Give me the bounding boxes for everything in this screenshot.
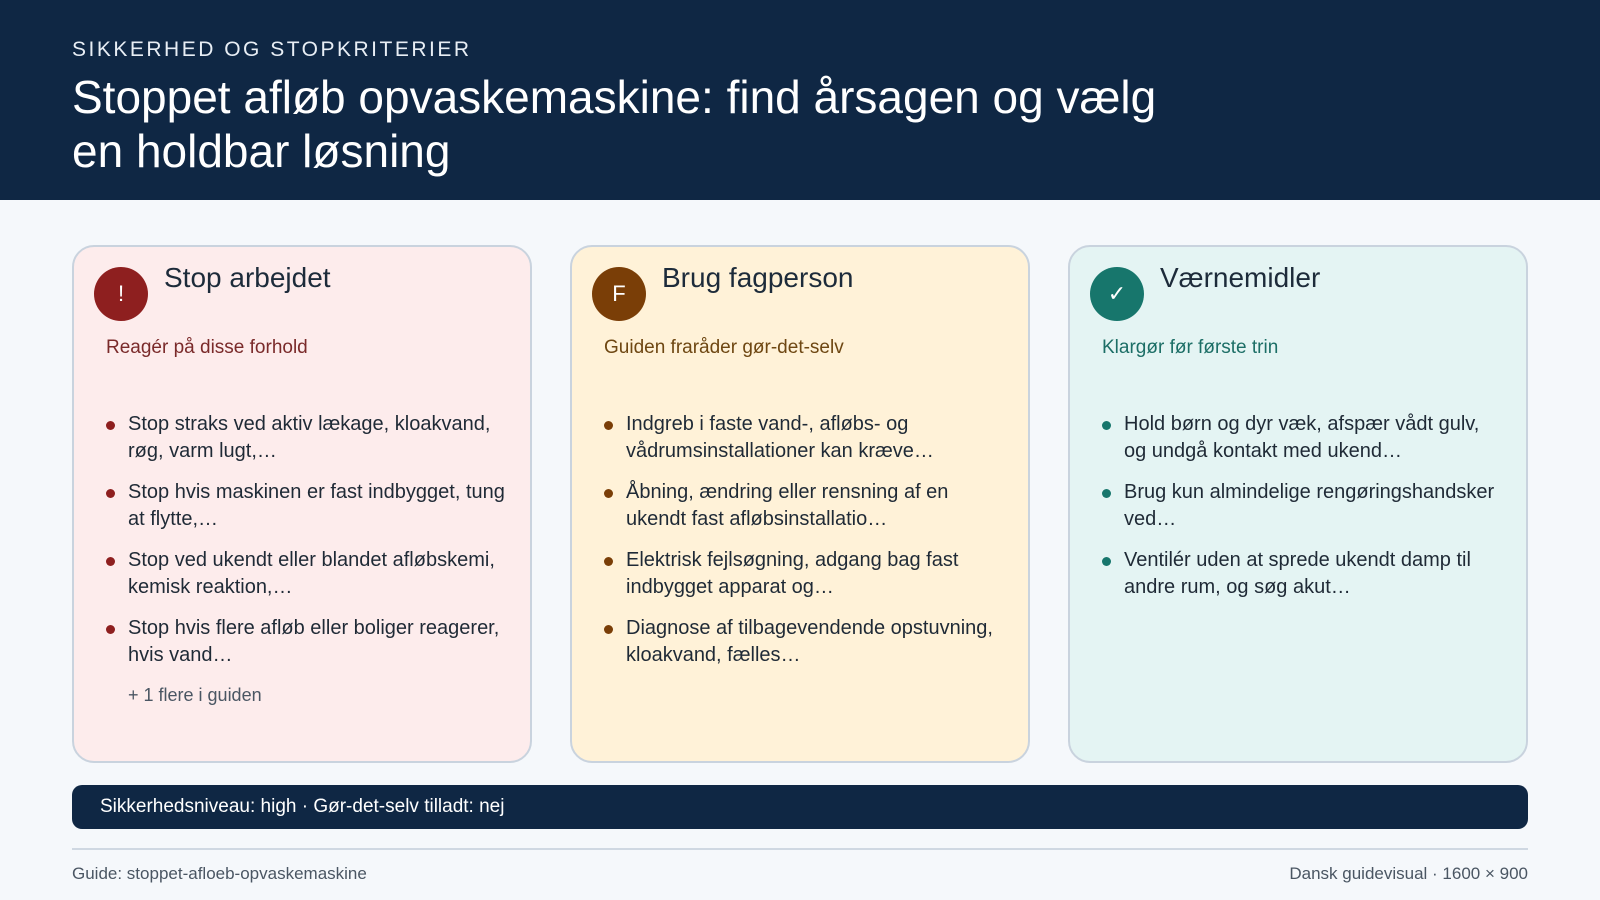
list-item — [604, 615, 1004, 669]
footer-meta: Dansk guidevisual · 1600 × 900 — [1289, 864, 1528, 883]
divider — [72, 848, 1528, 850]
bullet-icon — [604, 557, 613, 566]
list-item-text: Stop hvis maskinen er fast indbygget, tung at flytte,… — [128, 481, 505, 530]
card-subtitle: Guiden fraråder gør-det-selv — [604, 337, 844, 358]
bullet-icon — [1102, 421, 1111, 430]
bullet-icon — [1102, 557, 1111, 566]
checkmark-icon: ✓ — [1090, 267, 1144, 321]
list-item-text: Diagnose af tilbagevendende opstuvning, kloakvand, fælles… — [626, 617, 993, 666]
list-item-text: Brug kun almindelige rengøringshandsker ved… — [1124, 481, 1495, 530]
list-item-text: Stop straks ved aktiv lækage, kloakvand, røg, varm lugt,… — [128, 413, 491, 462]
list-item — [106, 547, 506, 601]
list-item — [106, 411, 506, 465]
bullet-icon — [604, 489, 613, 498]
page-title: Stoppet afløb opvaskemaskine: find årsagen og vælg en holdbar løsning — [72, 71, 1157, 177]
bullet-icon — [106, 557, 115, 566]
bullet-icon — [106, 421, 115, 430]
list-item-text: Åbning, ændring eller rensning af en ukendt fast afløbsinstallatio… — [626, 481, 949, 530]
list-item — [604, 411, 1004, 465]
card-list — [106, 411, 506, 683]
status-bar: Sikkerhedsniveau: high · Gør-det-selv tilladt: nej — [72, 785, 1528, 829]
bullet-icon — [106, 625, 115, 634]
list-item-text: Hold børn og dyr væk, afspær vådt gulv, og undgå kontakt med ukend… — [1124, 413, 1480, 462]
list-item-text: Indgreb i faste vand-, afløbs- og vådrumsinstallationer kan kræve… — [626, 413, 934, 462]
list-item-text: Stop hvis flere afløb eller boliger reagerer, hvis vand… — [128, 617, 500, 666]
eyebrow: SIKKERHED OG STOPKRITERIER — [72, 38, 472, 61]
footer-guide-slug: Guide: stoppet-afloeb-opvaskemaskine — [72, 864, 367, 883]
list-item — [604, 479, 1004, 533]
bullet-icon — [604, 625, 613, 634]
list-item — [604, 547, 1004, 601]
list-item — [1102, 479, 1502, 533]
header — [0, 0, 1600, 200]
card-title: Stop arbejdet — [164, 262, 331, 293]
list-item-text: Stop ved ukendt eller blandet afløbskemi, kemisk reaktion,… — [128, 549, 495, 598]
more-link: + 1 flere i guiden — [128, 685, 262, 705]
bullet-icon — [106, 489, 115, 498]
card-list — [604, 411, 1004, 683]
professional-icon: F — [592, 267, 646, 321]
card-list — [1102, 411, 1502, 615]
card-subtitle: Reagér på disse forhold — [106, 337, 308, 358]
list-item-text: Ventilér uden at sprede ukendt damp til andre rum, og søg akut… — [1124, 549, 1471, 598]
cards — [72, 245, 1528, 763]
card-title: Værnemidler — [1160, 262, 1321, 293]
bullet-icon — [604, 421, 613, 430]
list-item — [106, 615, 506, 669]
list-item — [1102, 411, 1502, 465]
card-protective-equipment — [1068, 245, 1528, 763]
card-title: Brug fagperson — [662, 262, 854, 293]
bullet-icon — [1102, 489, 1111, 498]
card-stop-work — [72, 245, 532, 763]
exclamation-icon: ! — [94, 267, 148, 321]
card-use-professional — [570, 245, 1030, 763]
list-item — [106, 479, 506, 533]
list-item — [1102, 547, 1502, 601]
card-subtitle: Klargør før første trin — [1102, 337, 1279, 358]
list-item-text: Elektrisk fejlsøgning, adgang bag fast indbygget apparat og… — [626, 549, 959, 598]
